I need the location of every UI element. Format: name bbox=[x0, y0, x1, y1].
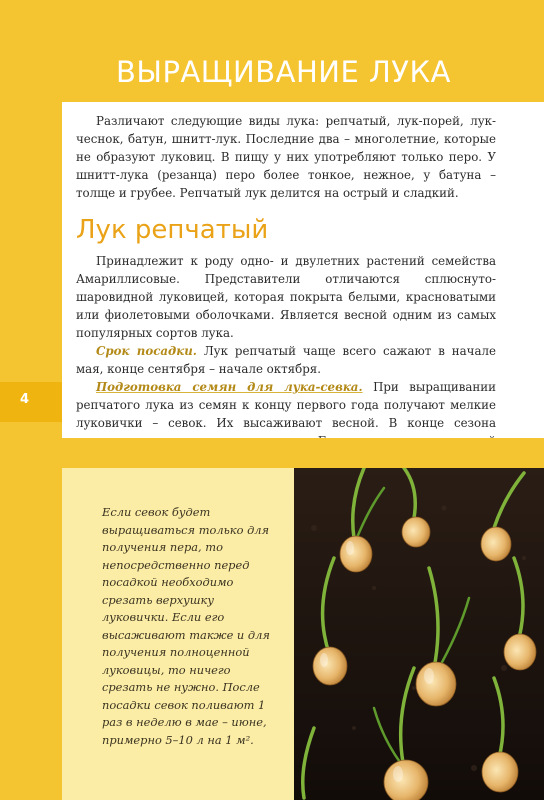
onion-photo-illustration bbox=[294, 468, 544, 800]
intro-paragraph: Различают следующие виды лука: репчатый, лук-порей, лук-чеснок, батун, шнитт-лук. Последние два – многолетние, которые не образуют луковиц. В пищу у них употребляют только перо. У шнитт-лука (резанца) перо более тонкое, нежное, у батуна – толще и грубее. Репчатый лук делится на острый и сладкий. bbox=[76, 114, 496, 200]
note-text: Если севок будет выращиваться только для получения пера, то непосредственно перед посадкой необходимо срезать верхушку луковички. Если его высаживают также и для получения полноценной луковицы, то ничего срезать не нужно. После посадки севок поливают 1 раз в неделю в мае – июне, примерно 5–10 л на 1 м². bbox=[102, 505, 270, 747]
section-title: Лук репчатый bbox=[76, 215, 269, 245]
seed-preparation-text: При выращивании репчатого лука из семян к концу первого года получают мелкие луковички – севок. Их высаживают весной. В конце сезона bbox=[76, 380, 496, 430]
page-number: 4 bbox=[20, 392, 30, 407]
bottom-band bbox=[62, 438, 544, 468]
onion-seedlings-photo bbox=[294, 468, 544, 800]
term-seed-preparation: Подготовка семян для лука-севка. bbox=[96, 380, 363, 394]
planting-time-text: Лук репчатый чаще всего сажают в начале мая, конце сентября – начале октября. bbox=[76, 344, 496, 376]
section-paragraph-1: Принадлежит к роду одно- и двулетних растений семейства Амариллисовые. Представители отличаются сплюснуто-шаровидной луковицей, которая покрыта белыми, красноватыми или фиолетовыми оболочками. Является весной одним из самых популярных сортов лука. bbox=[76, 254, 496, 340]
page-number-tab bbox=[0, 382, 62, 422]
section-paragraph-2 bbox=[76, 342, 496, 378]
page-title: ВЫРАЩИВАНИЕ ЛУКА bbox=[116, 55, 451, 89]
left-margin-bar bbox=[0, 102, 62, 800]
term-planting-time: Срок посадки. bbox=[96, 344, 197, 358]
main-content bbox=[76, 112, 496, 468]
